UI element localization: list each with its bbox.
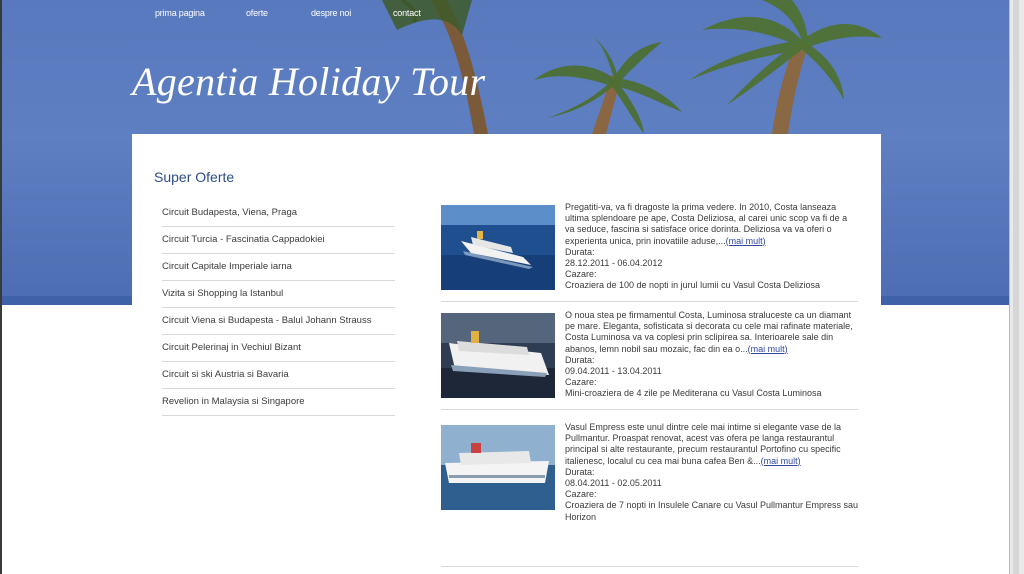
offer-item[interactable] xyxy=(162,281,395,308)
offer-item[interactable] xyxy=(162,335,395,362)
offer-item[interactable] xyxy=(162,362,395,389)
cruise-ship-thumbnail[interactable] xyxy=(441,425,555,510)
duration-label: Durata: xyxy=(565,466,595,477)
offer-item-label: Circuit Budapesta, Viena, Praga xyxy=(162,207,298,218)
offer-item[interactable] xyxy=(162,389,395,416)
offer-item-label: Circuit Capitale Imperiale iarna xyxy=(162,261,292,272)
cruise-description: Pregatiti-va, va fi dragoste la prima vedere. In 2010, Costa lanseaza ultima splendoare pe ape, Costa Deliziosa, al carei unic scop va fi de a va seduce, fascina si satisface orice dorinta. Deliziosa va va oferi o experienta unica, prin inovatiile aduse,... xyxy=(565,202,848,246)
offer-item-label: Circuit Turcia - Fascinatia Cappadokiei xyxy=(162,234,325,245)
offer-item-label: Circuit Pelerinaj in Vechiul Bizant xyxy=(162,342,301,353)
nav-link-about[interactable]: despre noi xyxy=(311,8,352,18)
cruise-title: Croaziera de 7 nopti in Insulele Canare cu Vasul Pullmantur Empress sau Horizon xyxy=(565,500,858,522)
accommodation-label: Cazare: xyxy=(565,377,597,388)
cruise-title: Mini-croaziera de 4 zile pe Mediterana cu Vasul Costa Luminosa xyxy=(565,388,822,399)
offer-item[interactable] xyxy=(162,200,395,227)
cruise-ship-thumbnail[interactable] xyxy=(441,313,555,398)
nav-link-contact[interactable]: contact xyxy=(393,8,421,18)
nav-link-home[interactable]: prima pagina xyxy=(155,8,205,18)
accommodation-label: Cazare: xyxy=(565,269,597,280)
read-more-link[interactable]: (mai mult) xyxy=(747,343,788,354)
cruise-item xyxy=(441,202,858,302)
read-more-link[interactable]: (mai mult) xyxy=(760,455,801,466)
cruise-item xyxy=(441,310,858,410)
cruise-description: O noua stea pe firmamentul Costa, Luminosa straluceste ca un diamant pe mare. Eleganta, sofisticata si decorata cu cele mai rafinate materiale, Costa Luminosa va va coplesi prin sclipirea sa. Interioarele sale din abanos, lemn nobil sau mozaic, fac din ea o... xyxy=(565,310,853,354)
duration-label: Durata: xyxy=(565,354,595,365)
cruise-dates: 28.12.2011 - 06.04.2012 xyxy=(565,258,663,269)
cruise-dates: 08.04.2011 - 02.05.2011 xyxy=(565,478,662,489)
cruise-item xyxy=(441,422,858,535)
offer-list xyxy=(162,200,395,416)
vertical-scrollbar[interactable] xyxy=(1009,0,1024,574)
cruise-details xyxy=(565,422,858,523)
cruise-details xyxy=(565,202,858,292)
cruise-description: Vasul Empress este unul dintre cele mai intime si elegante vase de la Pullmantur. Proaspat renovat, acest vas ofera pe langa restaurantul principal si alte restaurante, precum restaurantul Portofino cu specific italienesc, localul cu cea mai buna cafea Ben &... xyxy=(565,422,841,466)
offer-item-label: Circuit si ski Austria si Bavaria xyxy=(162,369,289,380)
content-divider xyxy=(441,566,858,567)
offer-item[interactable] xyxy=(162,227,395,254)
cruise-title: Croaziera de 100 de nopti in jurul lumii cu Vasul Costa Deliziosa xyxy=(565,280,820,291)
duration-label: Durata: xyxy=(565,246,595,257)
cruise-dates: 09.04.2011 - 13.04.2011 xyxy=(565,366,662,377)
offer-item[interactable] xyxy=(162,254,395,281)
accommodation-label: Cazare: xyxy=(565,489,597,500)
nav-link-offers[interactable]: oferte xyxy=(246,8,268,18)
offer-item-label: Vizita si Shopping la Istanbul xyxy=(162,288,284,299)
offer-item-label: Revelion in Malaysia si Singapore xyxy=(162,396,305,407)
cruise-ship-thumbnail[interactable] xyxy=(441,205,555,290)
offer-item-label: Circuit Viena si Budapesta - Balul Johann Strauss xyxy=(162,315,372,326)
offer-item[interactable] xyxy=(162,308,395,335)
content-panel xyxy=(132,134,881,574)
section-title: Super Oferte xyxy=(154,169,235,185)
site-title: Agentia Holiday Tour xyxy=(132,59,486,104)
cruise-details xyxy=(565,310,858,400)
read-more-link[interactable]: (mai mult) xyxy=(725,235,766,246)
